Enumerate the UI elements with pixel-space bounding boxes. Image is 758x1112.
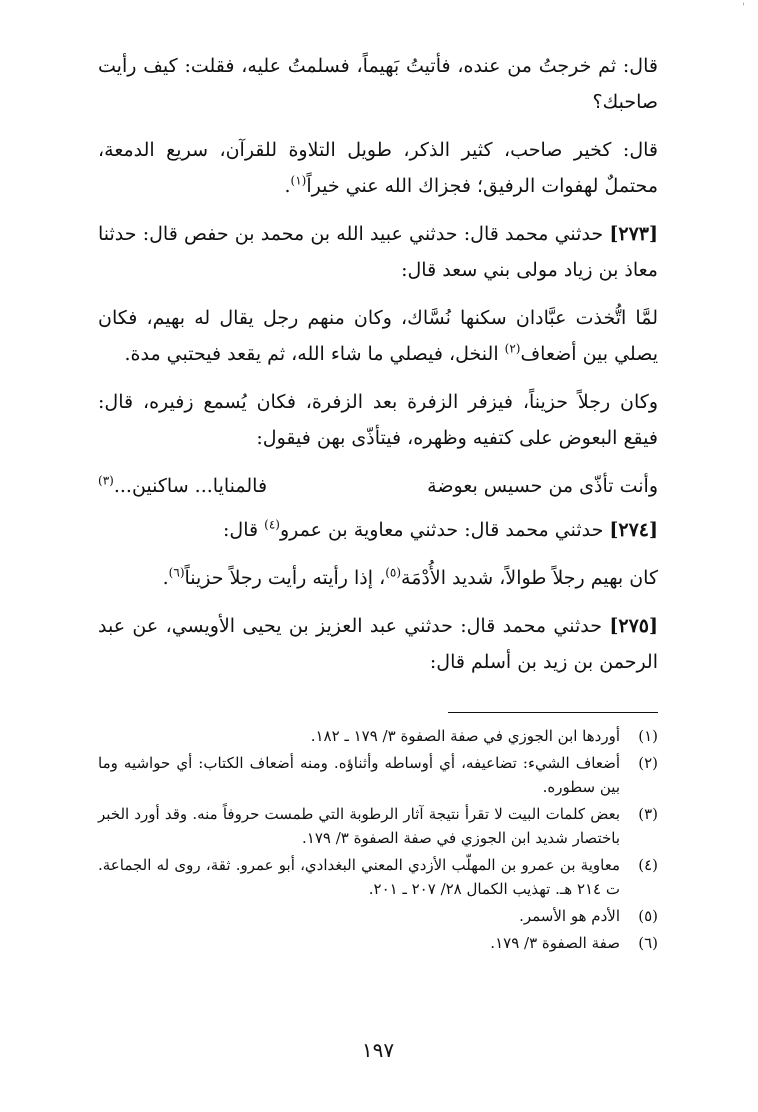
corner-mark: ' [742, 2, 745, 13]
page-number: ١٩٧ [361, 1038, 395, 1062]
paragraph-text: ، إذا رأيته رأيت رجلاً حزيناً [184, 567, 386, 589]
footnote-number: (٣) [638, 805, 658, 823]
footnote-number: (٤) [638, 856, 658, 874]
footnote-1 [98, 724, 658, 748]
paragraph-1 [98, 48, 658, 120]
paragraph-text: حدثني محمد قال: حدثني عبيد الله بن محمد بن حفص قال: حدثنا معاذ بن زياد مولى بني سعد قال: [98, 223, 658, 281]
report-number-274: [٢٧٤] [609, 519, 658, 541]
footnote-6 [98, 931, 658, 955]
paragraph-2 [98, 132, 658, 204]
paragraph-8 [98, 608, 658, 680]
paragraph-text: وكان رجلاً حزيناً، فيزفر الزفرة بعد الزفرة، فكان يُسمع زفيره، قال: فيقع البعوض على كتفيه وظهره، فيتأذّى بهن فيقول: [98, 391, 658, 449]
paragraph-7 [98, 560, 658, 596]
footnote-ref-4[interactable]: (٤) [264, 517, 280, 532]
verse-hemistich-2 [98, 468, 267, 504]
footnote-2 [98, 751, 658, 799]
report-number-273: [٢٧٣] [609, 223, 658, 245]
page [98, 48, 658, 1088]
paragraph-text: لمَّا اتُّخذت عبَّادان سكنها نُسَّاك، وكان منهم رجل يقال له بهيم، فكان يصلي بين أضعاف [98, 307, 658, 365]
footnote-ref-1[interactable]: (١) [290, 173, 307, 188]
footnote-4 [98, 853, 658, 901]
paragraph-4 [98, 300, 658, 372]
footnote-ref-5[interactable]: (٥) [385, 565, 402, 580]
report-number-275: [٢٧٥] [609, 615, 658, 637]
paragraph-6 [98, 512, 658, 548]
footnote-text: معاوية بن عمرو بن المهلّب الأزدي المعني البغدادي، أبو عمرو. ثقة، روى له الجماعة. ت ٢١٤ هـ. تهذيب الكمال ٢٨/ ٢٠٧ ـ ٢٠١. [98, 856, 620, 898]
footnote-text: الأدم هو الأسمر. [519, 907, 620, 925]
paragraph-text: حدثني محمد قال: حدثني عبد العزيز بن يحيى الأويسي، عن عبد الرحمن بن زيد بن أسلم قال: [98, 615, 658, 673]
paragraph-text: قال: ثم خرجتُ من عنده، فأتيتُ بَهيماً، فسلمتُ عليه، فقلت: كيف رأيت صاحبك؟ [98, 55, 658, 113]
footnote-number: (٥) [638, 907, 658, 925]
verse-hemistich-1: وأنت تأذّى من حسيس بعوضة [427, 475, 658, 497]
footnote-3 [98, 802, 658, 850]
footnotes [98, 724, 658, 958]
punctuation: . [284, 175, 291, 197]
footnote-separator [448, 712, 658, 713]
paragraph-text: حدثني محمد قال: حدثني معاوية بن عمرو [279, 519, 610, 541]
footnote-ref-3[interactable]: (٣) [98, 473, 114, 488]
footnote-ref-2[interactable]: (٢) [504, 341, 521, 356]
footnote-number: (٢) [638, 754, 658, 772]
paragraph-text: النخل، فيصلي ما شاء الله، ثم يقعد فيحتبي مدة. [124, 343, 505, 365]
paragraph-5 [98, 384, 658, 456]
footnote-number: (١) [638, 727, 658, 745]
footnote-text: صفة الصفوة ٣/ ١٧٩. [490, 934, 620, 952]
paragraph-3 [98, 216, 658, 288]
paragraph-text: قال: [223, 519, 265, 541]
verse-hemistich-2-text: فالمنايا... ساكنين... [113, 475, 268, 497]
footnote-5 [98, 904, 658, 928]
paragraph-text: قال: كخير صاحب، كثير الذكر، طويل التلاوة للقرآن، سريع الدمعة، محتملٌ لهفوات الرفيق؛ فجزاك الله عني خيراً [98, 139, 658, 197]
footnote-text: أوردها ابن الجوزي في صفة الصفوة ٣/ ١٧٩ ـ ١٨٢. [310, 727, 620, 745]
punctuation: . [162, 567, 169, 589]
footnote-ref-6[interactable]: (٦) [168, 565, 185, 580]
paragraph-text: كان بهيم رجلاً طوالاً، شديد الأُدْمَة [401, 567, 658, 589]
footnote-text: بعض كلمات البيت لا تقرأ نتيجة آثار الرطوبة التي طمست حروفاً منه. وقد أورد الخبر باختصار شديد ابن الجوزي في صفة الصفوة ٣/ ١٧٩. [98, 805, 620, 847]
footnote-text: أضعاف الشيء: تضاعيفه، أي أوساطه وأثناؤه. ومنه أضعاف الكتاب: أي حواشيه وما بين سطوره. [98, 754, 620, 796]
poetry-verse [98, 468, 658, 504]
footnote-number: (٦) [638, 934, 658, 952]
